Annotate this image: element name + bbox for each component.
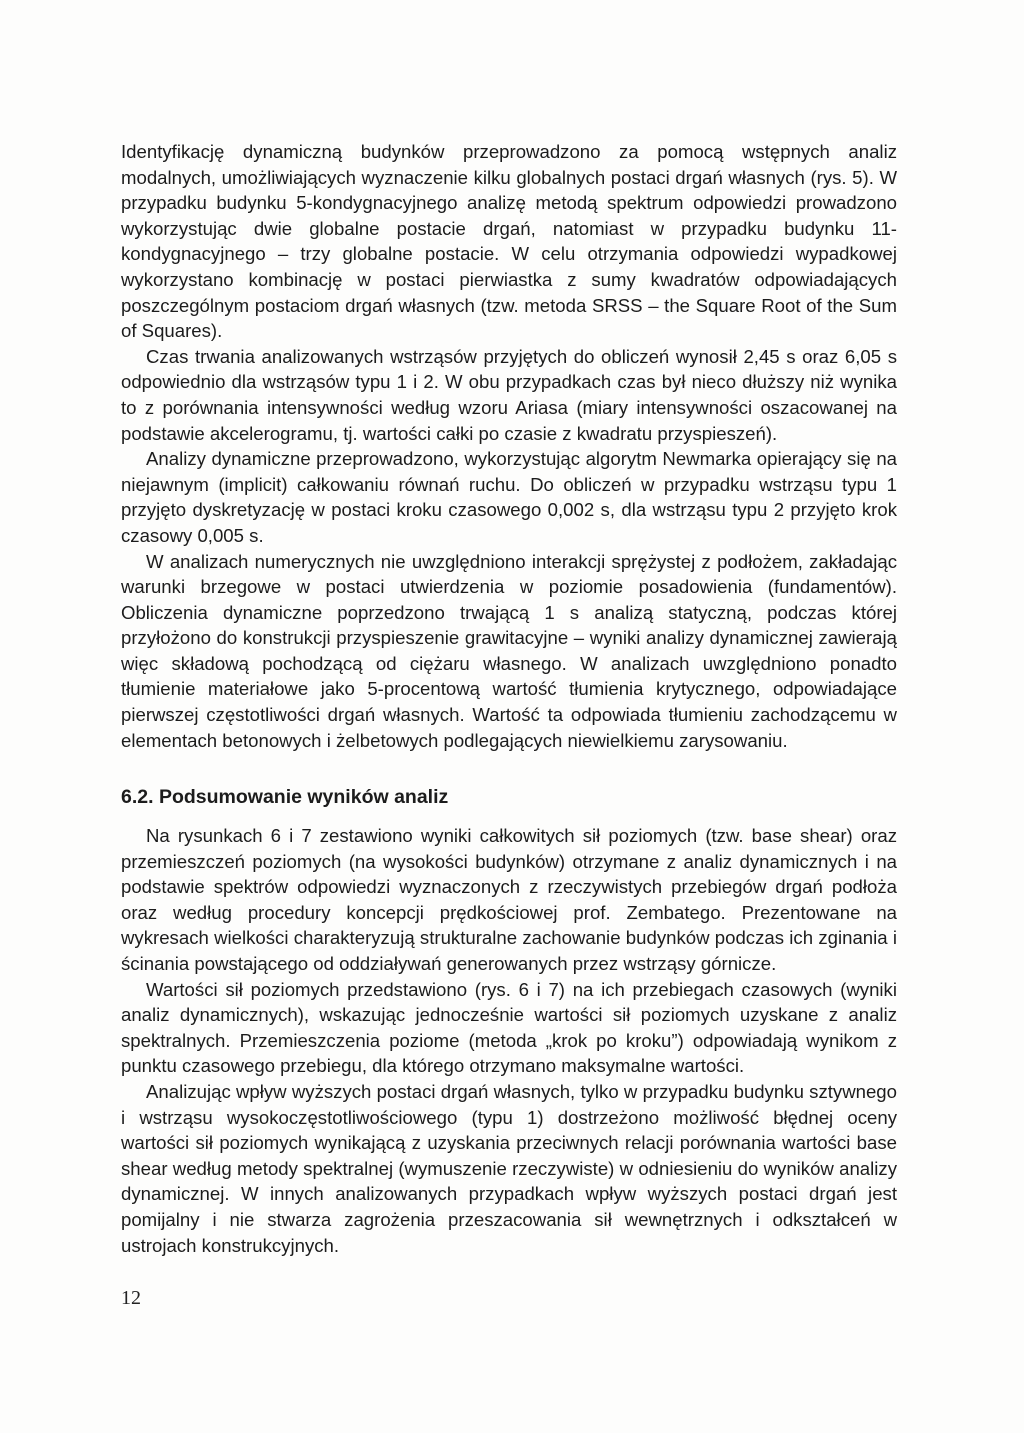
paragraph: Na rysunkach 6 i 7 zestawiono wyniki całkowitych sił poziomych (tzw. base shear) oraz przemieszczeń poziomych (na wysokości budynków) otrzymane z analiz dynamicznych i na podstawie spektrów odpowiedzi wyznaczonych z rzeczywistych przebiegów drgań podłoża oraz według procedury koncepcji prędkościowej prof. Zembatego. Prezentowane na wykresach wielkości charakteryzują strukturalne zachowanie budynków podczas ich zginania i ścinania powstającego od oddziaływań generowanych przez wstrząsy górnicze. bbox=[121, 825, 897, 974]
paragraph: Czas trwania analizowanych wstrząsów przyjętych do obliczeń wynosił 2,45 s oraz 6,05 s odpowiednio dla wstrząsów typu 1 i 2. W obu przypadkach czas był nieco dłuższy niż wynika to z porównania intensywności według wzoru Ariasa (miary intensywności oszacowanej na podstawie akcelerogramu, tj. wartości całki po czasie z kwadratu przyspieszeń). bbox=[121, 345, 897, 444]
body-text-section-2 bbox=[121, 823, 897, 1258]
paragraph: Identyfikację dynamiczną budynków przeprowadzono za pomocą wstępnych analiz modalnych, umożliwiających wyznaczenie kilku globalnych postaci drgań własnych (rys. 5). W przypadku budynku 5-kondygnacyjnego analizę metodą spektrum odpowiedzi prowadzono wykorzystując dwie globalne postacie drgań, natomiast w przypadku budynku 11-kondygnacyjnego – trzy globalne postacie. W celu otrzymania odpowiedzi wypadkowej wykorzystano kombinację w postaci pierwiastka z sumy kwadratów odpowiadających poszczególnym postaciom drgań własnych (tzw. metoda SRSS – the Square Root of the Sum of Squares). bbox=[121, 141, 897, 342]
page-number: 12 bbox=[121, 1287, 141, 1309]
paragraph: W analizach numerycznych nie uwzględniono interakcji sprężystej z podłożem, zakładając warunki brzegowe w postaci utwierdzenia w poziomie posadowienia (fundamentów). Obliczenia dynamiczne poprzedzono trwającą 1 s analizą statyczną, podczas której przyłożono do konstrukcji przyspieszenie grawitacyjne – wyniki analizy dynamicznej zawierają więc składową pochodzącą od ciężaru własnego. W analizach uwzględniono ponadto tłumienie materiałowe jako 5-procentową wartość tłumienia krytycznego, odpowiadające pierwszej częstotliwości drgań własnych. Wartość ta odpowiada tłumieniu zachodzącemu w elementach betonowych i żelbetowych podlegających niewielkiemu zarysowaniu. bbox=[121, 550, 897, 751]
paragraph: Wartości sił poziomych przedstawiono (rys. 6 i 7) na ich przebiegach czasowych (wyniki analiz dynamicznych), wskazując jednocześnie wartości sił poziomych uzyskane z analiz spektralnych. Przemieszczenia poziome (metoda „krok po kroku”) odpowiadają wynikom z punktu czasowego przebiegu, dla którego otrzymano maksymalne wartości. bbox=[121, 978, 897, 1077]
body-text-section-1 bbox=[121, 139, 897, 753]
paragraph: Analizując wpływ wyższych postaci drgań własnych, tylko w przypadku budynku sztywnego i wstrząsu wysokoczęstotliwościowego (typu 1) dostrzeżono możliwość błędnej oceny wartości sił poziomych wynikającą z uzyskania przeciwnych relacji porównania wartości base shear według metody spektralnej (wymuszenie rzeczywiste) w odniesieniu do wyników analizy dynamicznej. W innych analizowanych przypadkach wpływ wyższych postaci drgań jest pomijalny i nie stwarza zagrożenia przeszacowania sił wewnętrznych i odkształceń w ustrojach konstrukcyjnych. bbox=[121, 1080, 897, 1256]
paragraph: Analizy dynamiczne przeprowadzono, wykorzystując algorytm Newmarka opierający się na niejawnym (implicit) całkowaniu równań ruchu. Do obliczeń w przypadku wstrząsu typu 1 przyjęto dyskretyzację w postaci kroku czasowego 0,002 s, dla wstrząsu typu 2 przyjęto krok czasowy 0,005 s. bbox=[121, 448, 897, 546]
section-heading: 6.2. Podsumowanie wyników analiz bbox=[121, 786, 449, 808]
